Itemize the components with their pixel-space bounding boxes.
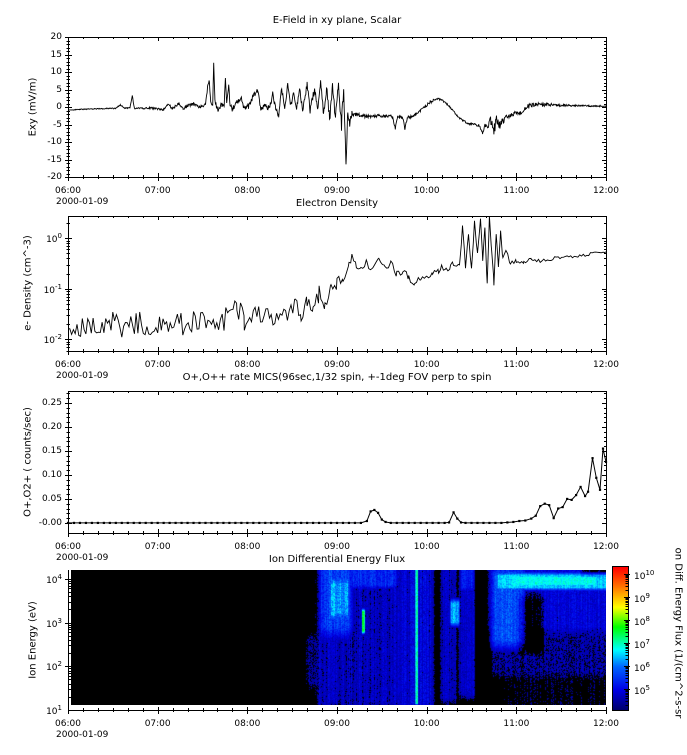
x-tick-label: 07:00: [144, 186, 171, 196]
panel4-y-axis-label: Ion Energy (eV): [27, 601, 39, 679]
panel2-date-label: 2000-01-09: [56, 371, 109, 381]
x-tick-label: 08:00: [234, 542, 261, 552]
y-tick-label: -0.00: [38, 517, 62, 528]
y-tick-label: $10^4$: [46, 572, 62, 586]
y-tick-label: $10^1$: [46, 704, 62, 718]
x-tick-label: 10:00: [413, 542, 440, 552]
panel1-title: E-Field in xy plane, Scalar: [272, 15, 402, 26]
y-tick-label: 0: [56, 102, 62, 112]
x-tick-label: 10:00: [413, 719, 440, 729]
colorbar-tick-label: $10^9$: [634, 591, 650, 605]
y-tick-label: $10^2$: [46, 660, 62, 674]
panel2-y-axis-label: e- Density (cm^-3): [22, 235, 34, 331]
y-tick-label: 0.10: [41, 469, 62, 480]
x-tick-label: 07:00: [144, 542, 171, 552]
y-tick-label: 20: [50, 32, 62, 42]
x-tick-label: 09:00: [324, 542, 350, 552]
x-tick-label: 12:00: [593, 542, 619, 552]
x-tick-label: 08:00: [234, 186, 261, 196]
y-tick-label: $10^{-2}$: [43, 333, 62, 347]
x-tick-label: 12:00: [593, 719, 619, 729]
x-tick-label: 08:00: [234, 719, 261, 729]
panel3-date-label: 2000-01-09: [56, 553, 109, 563]
x-tick-label: 11:00: [503, 186, 530, 196]
y-tick-label: 0.25: [41, 397, 62, 408]
x-tick-label: 11:00: [503, 360, 530, 370]
y-tick-label: $10^{-1}$: [43, 282, 62, 296]
y-tick-label: -10: [47, 137, 62, 147]
x-tick-label: 12:00: [593, 186, 619, 196]
y-tick-label: -5: [53, 119, 62, 130]
y-tick-label: 10: [50, 67, 62, 77]
x-tick-label: 10:00: [413, 360, 440, 370]
colorbar-tick-label: $10^7$: [634, 637, 650, 651]
x-tick-label: 06:00: [55, 542, 81, 552]
panel2-title: Electron Density: [295, 198, 379, 209]
panel1-y-axis-label: Exy (mV/m): [27, 77, 39, 137]
x-tick-label: 06:00: [55, 186, 81, 196]
panel4-title: Ion Differential Energy Flux: [268, 554, 406, 565]
y-tick-label: $10^3$: [46, 616, 62, 630]
x-tick-label: 08:00: [234, 360, 261, 370]
x-tick-label: 11:00: [503, 719, 530, 729]
colorbar-tick-label: $10^8$: [634, 614, 650, 628]
x-tick-label: 06:00: [55, 360, 81, 370]
y-tick-label: 0.20: [41, 421, 62, 432]
y-tick-label: 5: [56, 84, 62, 95]
panel1-date-label: 2000-01-09: [56, 197, 109, 207]
x-tick-label: 07:00: [144, 360, 171, 370]
y-tick-label: 15: [50, 49, 62, 60]
y-tick-label: -20: [47, 172, 62, 182]
x-tick-label: 12:00: [593, 360, 619, 370]
y-tick-label: 0.05: [41, 493, 62, 504]
panel3-y-axis-label: O+,O2+ ( counts/sec): [22, 407, 34, 517]
y-tick-label: $10^0$: [46, 232, 62, 246]
x-tick-label: 07:00: [144, 719, 171, 729]
x-tick-label: 10:00: [413, 186, 440, 196]
x-tick-label: 06:00: [55, 719, 81, 729]
panel4-date-label: 2000-01-09: [56, 730, 109, 740]
colorbar-tick-label: $10^6$: [634, 660, 650, 674]
colorbar-axis-label: on Diff. Energy Flux (1/(cm^2-s-sr: [672, 547, 684, 719]
x-tick-label: 11:00: [503, 542, 530, 552]
x-tick-label: 09:00: [324, 719, 350, 729]
panel3-title: O+,O++ rate MICS(96sec,1/32 spin, +-1deg FOV perp to spin: [182, 372, 492, 383]
x-tick-label: 09:00: [324, 186, 350, 196]
colorbar-tick-label: $10^5$: [634, 683, 650, 697]
colorbar-tick-label: $10^{10}$: [634, 568, 655, 582]
y-tick-label: 0.15: [41, 445, 62, 456]
y-tick-label: -15: [47, 154, 62, 165]
x-tick-label: 09:00: [324, 360, 350, 370]
